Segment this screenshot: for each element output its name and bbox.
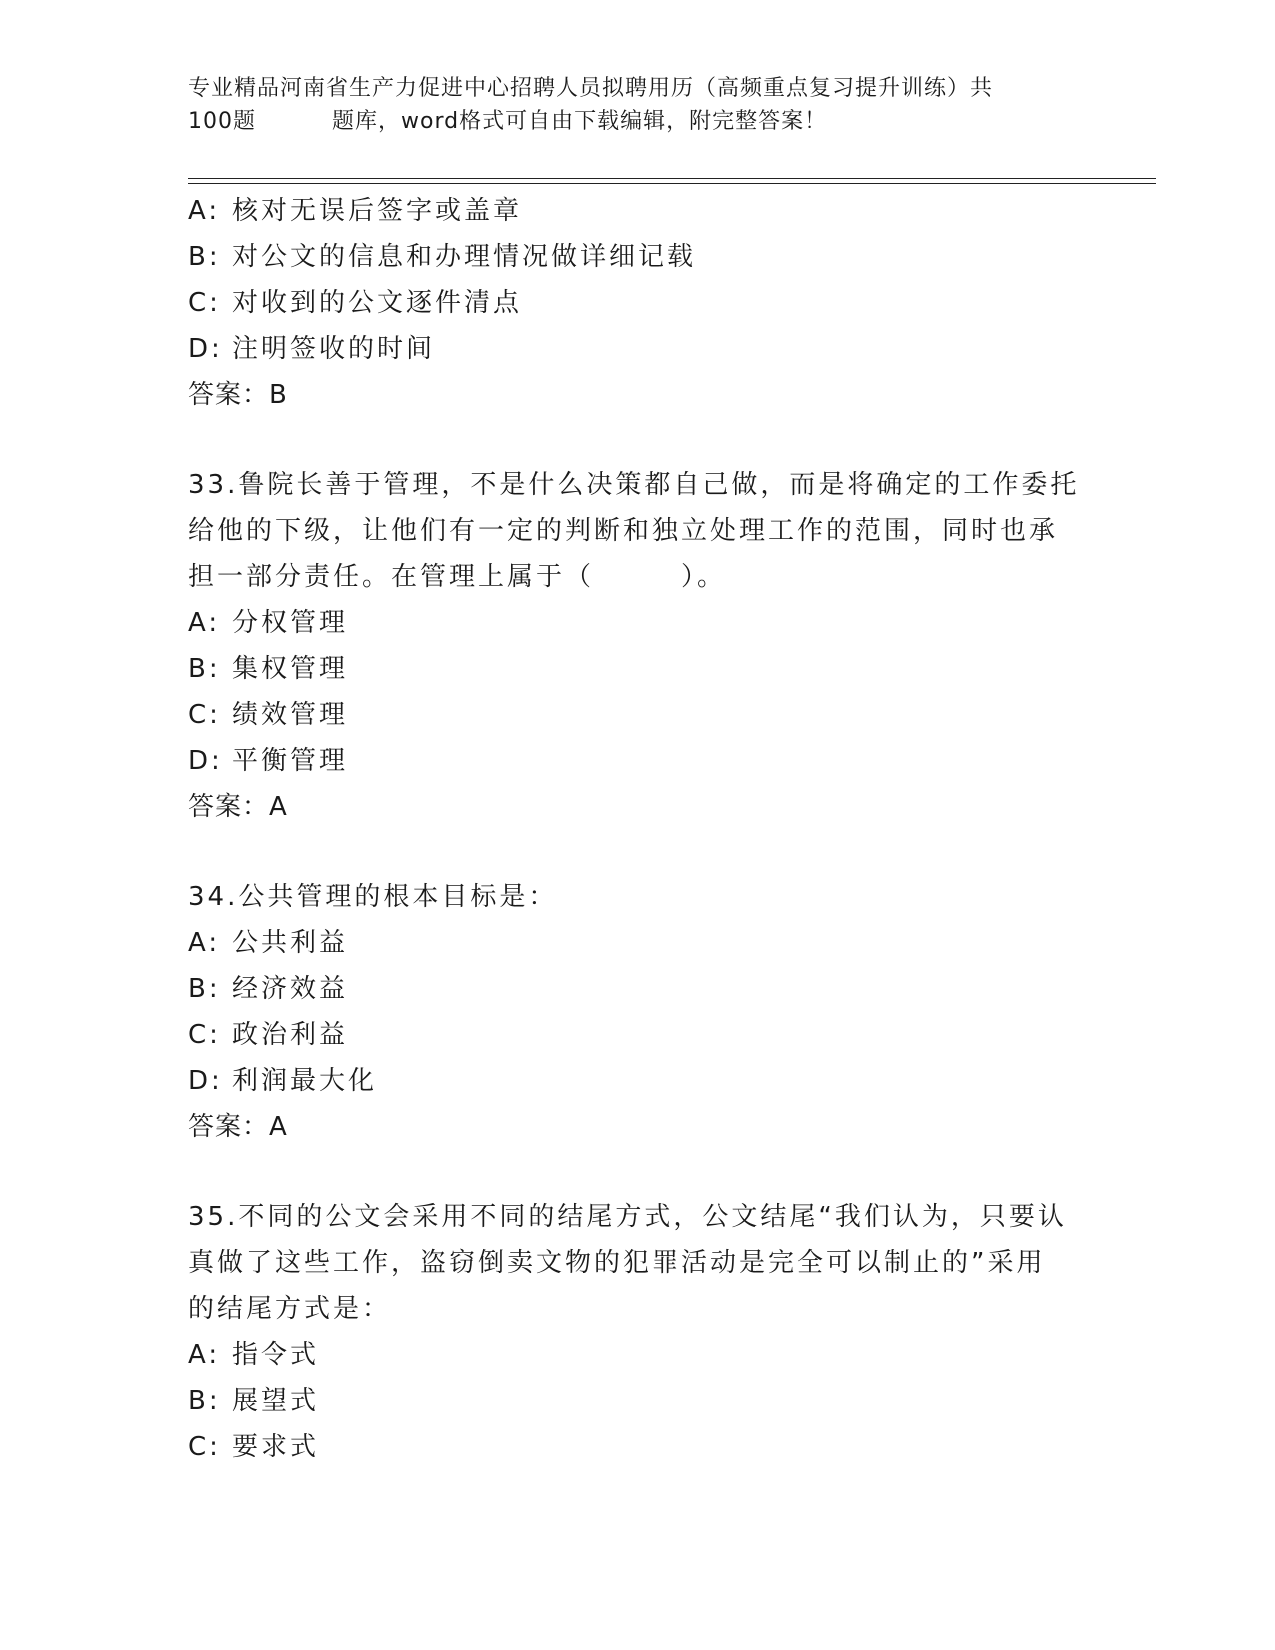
option-c: C: 政治利益	[188, 1020, 349, 1050]
option-c: C: 对收到的公文逐件清点	[188, 288, 523, 318]
question-34	[188, 874, 1088, 1150]
question-text-line: 34.公共管理的根本目标是：	[188, 882, 558, 912]
option-d: D: 平衡管理	[188, 746, 349, 776]
option-b: B: 经济效益	[188, 974, 349, 1004]
question-text-line: 真做了这些工作，盗窃倒卖文物的犯罪活动是完全可以制止的”采用	[188, 1248, 1046, 1278]
option-a: A: 分权管理	[188, 608, 349, 638]
header-count: 100题	[188, 109, 256, 134]
option-b: B: 集权管理	[188, 654, 349, 684]
document-header	[188, 72, 1088, 138]
question-text-line: 担一部分责任。在管理上属于（ ）。	[188, 562, 727, 592]
header-description: 题库，word格式可自由下载编辑，附完整答案！	[332, 109, 828, 134]
option-b: B: 对公文的信息和办理情况做详细记载	[188, 242, 697, 272]
question-text-line: 35.不同的公文会采用不同的结尾方式，公文结尾“我们认为，只要认	[188, 1202, 1067, 1232]
header-line-2	[188, 105, 1088, 138]
question-33	[188, 462, 1088, 830]
question-text-line: 33.鲁院长善于管理，不是什么决策都自己做，而是将确定的工作委托	[188, 470, 1080, 500]
option-b: B: 展望式	[188, 1386, 320, 1416]
option-c: C: 要求式	[188, 1432, 320, 1462]
answer: 答案：B	[188, 380, 288, 410]
question-text-line: 给他的下级，让他们有一定的判断和独立处理工作的范围，同时也承	[188, 516, 1059, 546]
question-32	[188, 188, 1088, 418]
option-d: D: 注明签收的时间	[188, 334, 436, 364]
answer: 答案：A	[188, 792, 288, 822]
option-d: D: 利润最大化	[188, 1066, 378, 1096]
header-divider-top	[188, 178, 1156, 179]
option-a: A: 指令式	[188, 1340, 320, 1370]
header-line-1: 专业精品河南省生产力促进中心招聘人员拟聘用历（高频重点复习提升训练）共	[188, 76, 994, 101]
question-text-line: 的结尾方式是：	[188, 1294, 392, 1324]
option-c: C: 绩效管理	[188, 700, 349, 730]
answer: 答案：A	[188, 1112, 288, 1142]
question-35	[188, 1194, 1088, 1470]
header-divider-bottom	[188, 183, 1156, 184]
option-a: A: 核对无误后签字或盖章	[188, 196, 523, 226]
option-a: A: 公共利益	[188, 928, 349, 958]
question-list	[188, 188, 1088, 1470]
